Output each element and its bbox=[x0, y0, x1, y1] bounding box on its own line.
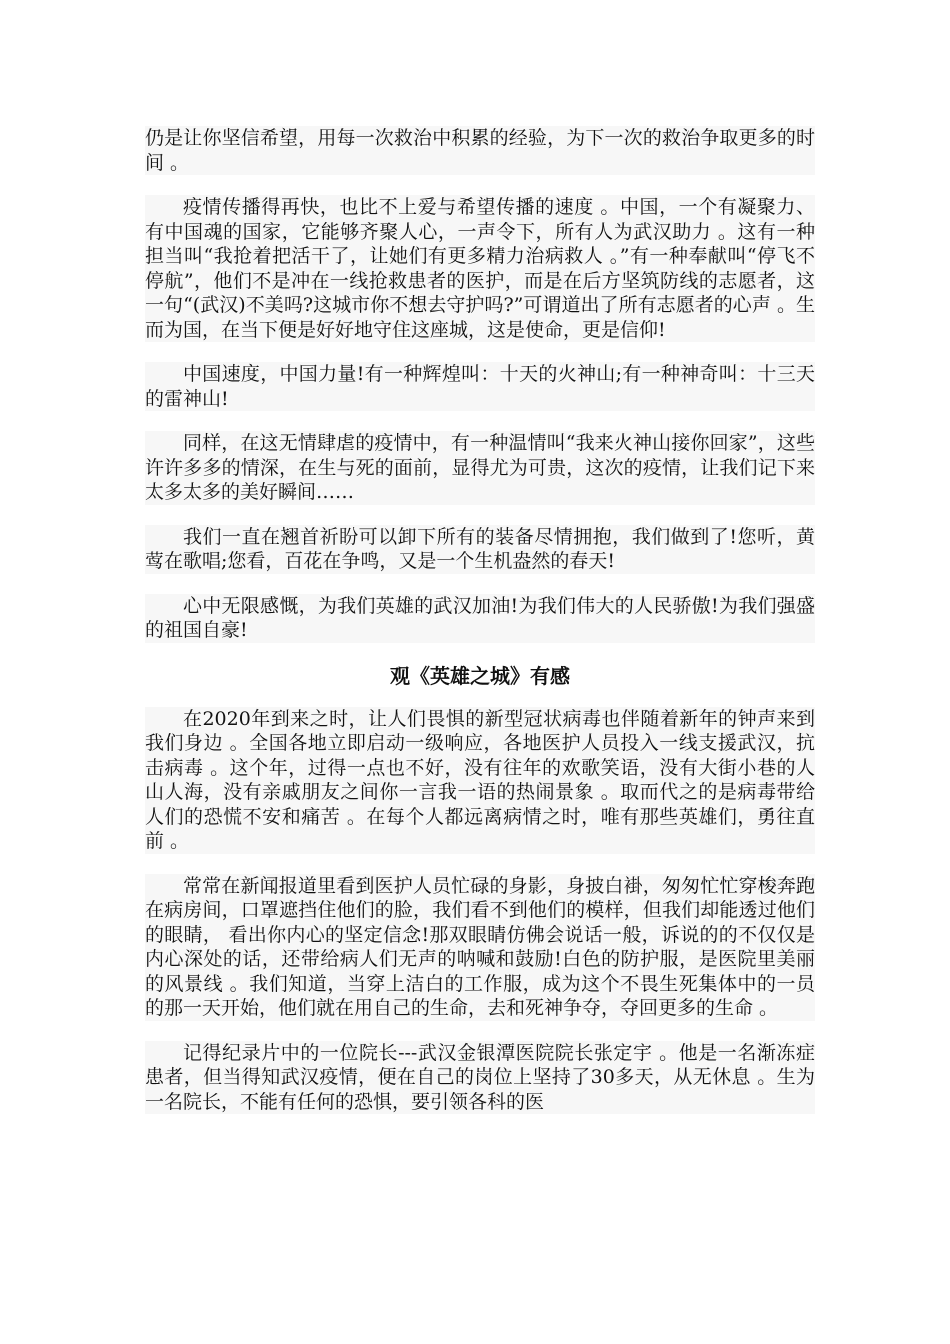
paragraph: 在2020年到来之时，让人们畏惧的新型冠状病毒也伴随着新年的钟声来到我们身边 。全国各地立即启动一级响应，各地医护人员投入一线支援武汉，抗击病毒 。这个年，过得一点也不好，没有往年的欢歌笑语，没有大街小巷的人山人海，没有亲戚朋友之间你一言我一语的热闹景象 。取而代之的是病毒带给人们的恐慌不安和痛苦 。在每个人都远离病情之时，唯有那些英雄们，勇往直前 。 bbox=[145, 707, 815, 852]
document-body bbox=[145, 126, 815, 1114]
paragraph-continued: 仍是让你坚信希望，用每一次救治中积累的经验，为下一次的救治争取更多的时间 。 bbox=[145, 127, 815, 174]
paragraph: 我们一直在翘首祈盼可以卸下所有的装备尽情拥抱，我们做到了!您听，黄莺在歌唱;您看，百花在争鸣，又是一个生机盎然的春天! bbox=[145, 525, 815, 572]
section-title: 观《英雄之城》有感 bbox=[390, 663, 570, 688]
paragraph: 常常在新闻报道里看到医护人员忙碌的身影，身披白褂，匆匆忙忙穿梭奔跑在病房间，口罩遮挡住他们的脸，我们看不到他们的模样，但我们却能透过他们的眼睛， 看出你内心的坚定信念!那双眼睛仿佛会说话一般，诉说的的不仅仅是内心深处的话，还带给病人们无声的呐喊和鼓励!白色的防护服，是医院里美丽的风景线 。我们知道，当穿上洁白的工作服，成为这个不畏生死集体中的一员的那一天开始，他们就在用自己的生命，去和死神争夺，夺回更多的生命 。 bbox=[145, 874, 815, 1019]
paragraph: 同样，在这无情肆虐的疫情中，有一种温情叫“我来火神山接你回家”，这些许许多多的情深，在生与死的面前，显得尤为可贵，这次的疫情，让我们记下来太多太多的美好瞬间…… bbox=[145, 432, 815, 503]
paragraph: 记得纪录片中的一位院长---武汉金银潭医院院长张定宇 。他是一名渐冻症患者，但当得知武汉疫情，便在自己的岗位上坚持了30多天，从无休息 。生为一名院长，不能有任何的恐惧，要引领各科的医 bbox=[145, 1041, 815, 1113]
paragraph: 中国速度，中国力量!有一种辉煌叫：十天的火神山;有一种神奇叫：十三天的雷神山! bbox=[145, 363, 815, 410]
paragraph: 疫情传播得再快，也比不上爱与希望传播的速度 。中国，一个有凝聚力、有中国魂的国家，它能够齐聚人心，一声令下，所有人为武汉助力 。这有一种担当叫“我抢着把活干了，让她们有更多精力治病救人 。”有一种奉献叫“停飞不停航”，他们不是冲在一线抢救患者的医护，而是在后方坚筑防线的志愿者，这一句“(武汉)不美吗?这城市你不想去守护吗?”可谓道出了所有志愿者的心声 。生而为国，在当下便是好好地守住这座城，这是使命，更是信仰! bbox=[145, 196, 815, 341]
paragraph: 心中无限感慨，为我们英雄的武汉加油!为我们伟大的人民骄傲!为我们强盛的祖国自豪! bbox=[145, 594, 815, 641]
